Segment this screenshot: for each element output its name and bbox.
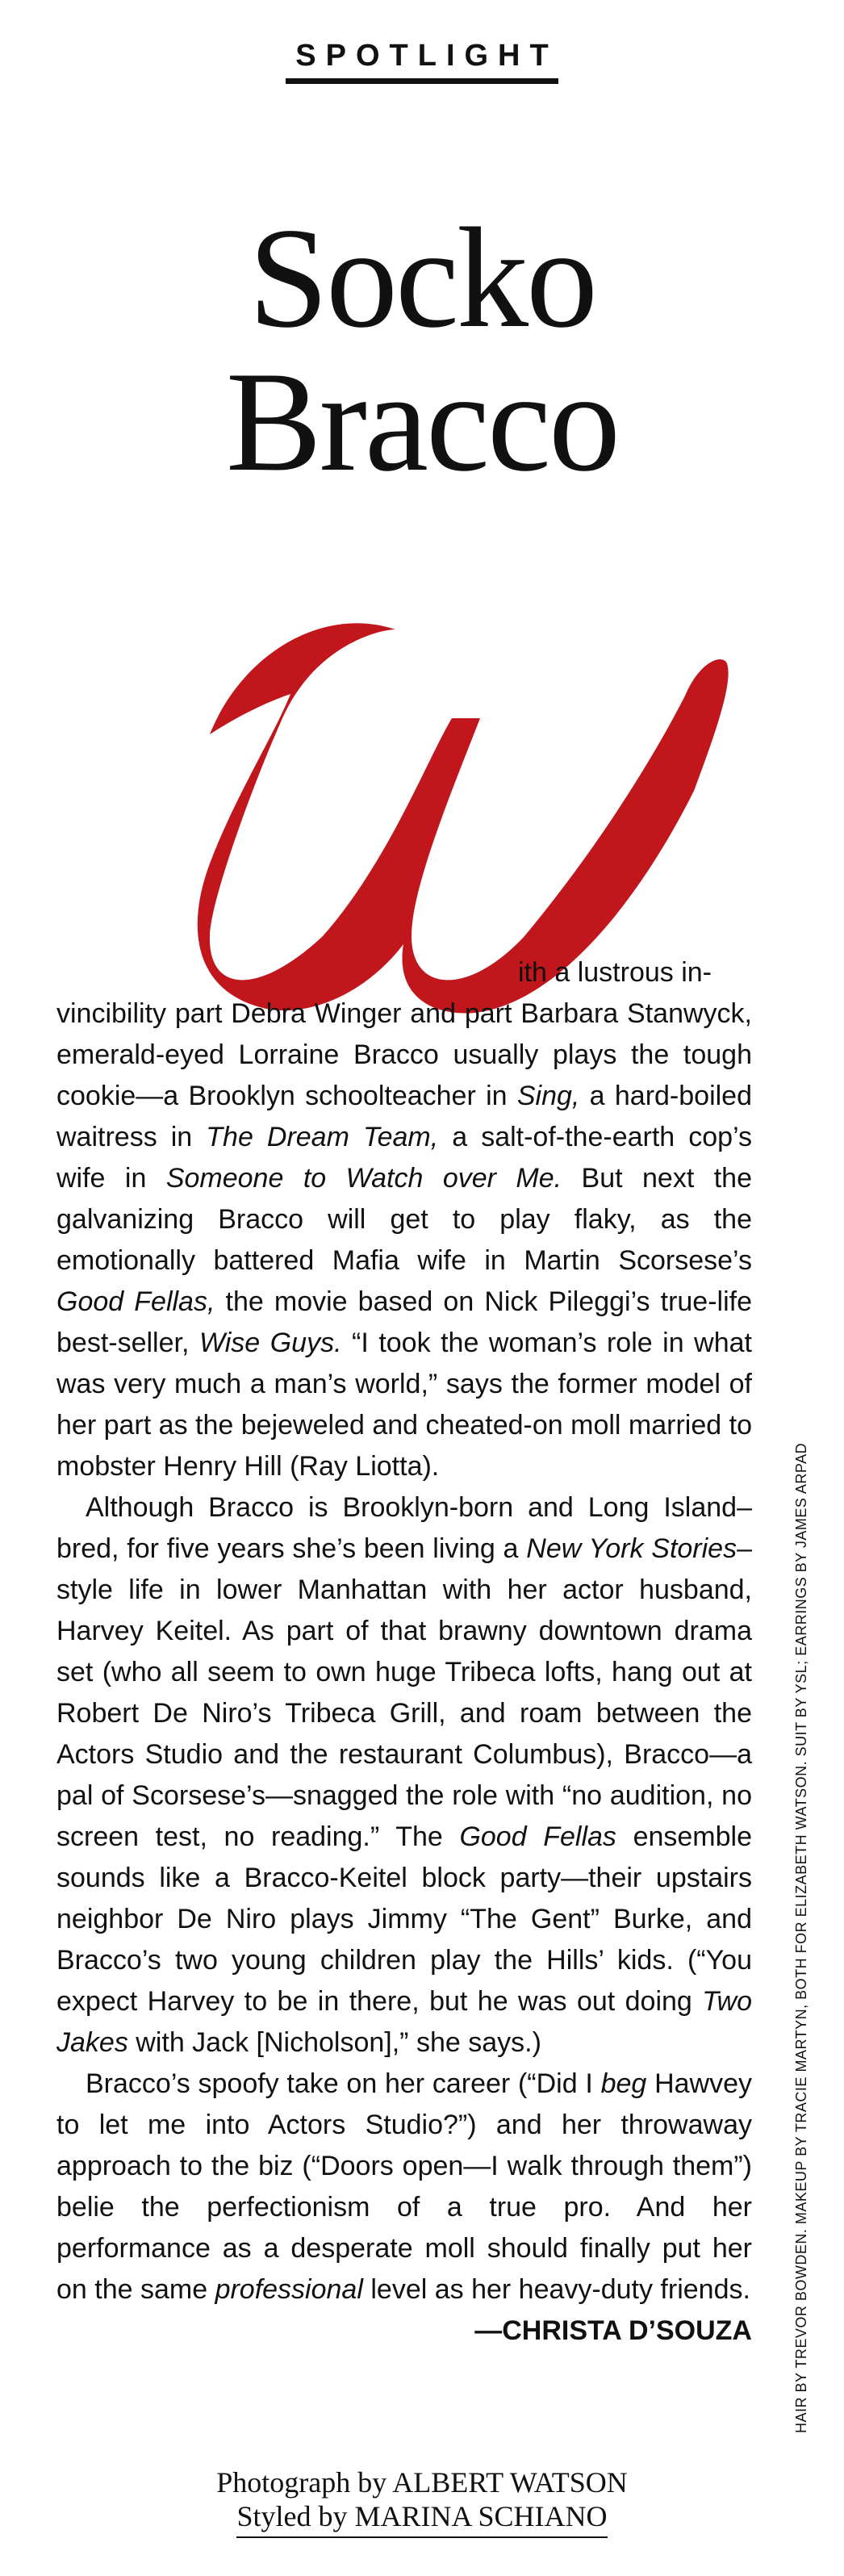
italic-title: Good Fellas: [459, 1821, 616, 1852]
text-run: Although Bracco is Brooklyn-born and Long Island–bred, for five years she’s been living a: [56, 1492, 752, 1564]
italic-title: Two Jakes: [56, 1986, 752, 2058]
text-run: Hawvey to let me into Actors Studio?”) and her throwaway approach to the biz (“Doors open—I walk through them”) belie the perfectionism of a true pro. And her performance as a desperate moll should finally put her on the same: [56, 2068, 752, 2305]
author-byline: —CHRISTA D’SOUZA: [474, 2315, 752, 2346]
stylist-credit: Styled by MARINA SCHIANO: [236, 2499, 607, 2538]
text-run: with Jack [Nicholson],” she says.): [127, 2027, 541, 2058]
headline: [0, 198, 844, 501]
kicker-label: SPOTLIGHT: [286, 39, 558, 84]
text-run: “I took the woman’s role in what was very much a man’s world,” says the former model of her part as the bejeweled and cheated-on moll married to mobster Henry Hill (Ray Liotta).: [56, 1328, 752, 1482]
section-kicker: [0, 39, 844, 84]
text-run: a salt-of-the-earth cop’s wife in: [56, 1122, 753, 1194]
styling-credit-vertical: HAIR BY TREVOR BOWDEN. MAKEUP BY TRACIE MARTYN, BOTH FOR ELIZABETH WATSON. SUIT BY YSL; EARRINGS BY JAMES ARPAD: [793, 1442, 809, 2433]
italic-word: beg: [600, 2068, 647, 2099]
article-body: [56, 952, 752, 2352]
italic-title: Good Fellas,: [56, 1286, 215, 1317]
text-run: a hard-boiled waitress in: [56, 1081, 753, 1152]
text-run: –style life in lower Manhattan with her actor husband, Harvey Keitel. As part of that brawny downtown drama set (who all seem to own huge Tribeca lofts, hang out at Robert De Niro’s Tribeca Grill, and roam between the Actors Studio and the restaurant Columbus), Bracco—a pal of Scorsese’s—snagged the role with “no audition, no screen test, no reading.” The: [56, 1533, 753, 1852]
italic-word: professional: [215, 2274, 363, 2305]
first-line: ith a lustrous in-: [518, 957, 712, 988]
photo-credit: [0, 2465, 844, 2538]
headline-line-2: Bracco: [225, 341, 618, 501]
italic-title: New York Stories: [526, 1533, 737, 1564]
text-run: level as her heavy-duty friends.: [362, 2274, 750, 2305]
text-run: the movie based on Nick Pileggi’s true-life best-seller,: [56, 1286, 752, 1358]
text-run: Bracco’s spoofy take on her career (“Did I: [86, 2068, 601, 2099]
article-paragraph-2: [56, 1487, 752, 2064]
italic-title: The Dream Team,: [206, 1122, 439, 1152]
text-run: ensemble sounds like a Bracco-Keitel block party—their upstairs neighbor De Niro plays Jimmy “The Gent” Burke, and Bracco’s two young children play the Hills’ kids. (“You expect Harvey to be in there, but he was out doing: [56, 1821, 752, 2017]
italic-title: Wise Guys.: [198, 1328, 342, 1358]
text-run: vincibility part Debra Winger and part Barbara Stanwyck, emerald-eyed Lorraine Bracco usually plays the tough cookie—a Brooklyn schoolteacher in: [56, 998, 752, 1111]
italic-title: Someone to Watch over Me.: [165, 1163, 562, 1194]
photographer-credit: Photograph by ALBERT WATSON: [216, 2466, 628, 2499]
italic-title: Sing,: [516, 1081, 580, 1111]
headline-line-1: Socko: [249, 198, 595, 358]
text-run: But next the galvanizing Bracco will get to play flaky, as the emotionally battered Mafia wife in Martin Scorsese’s: [56, 1163, 753, 1276]
article-paragraph-3: [56, 2064, 752, 2346]
article-paragraph-1: [56, 952, 752, 1487]
